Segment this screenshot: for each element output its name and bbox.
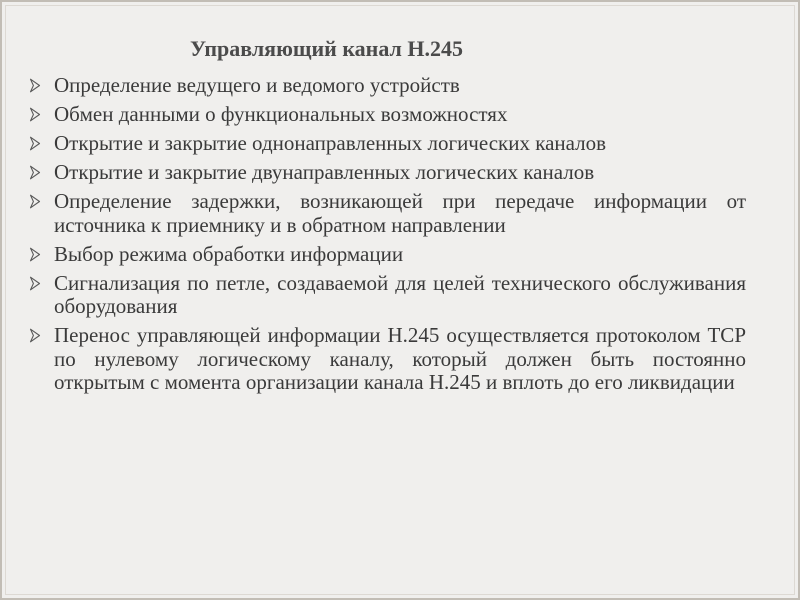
hollow-chevron-bullet-icon bbox=[29, 136, 41, 151]
hollow-chevron-bullet-icon bbox=[29, 276, 41, 291]
slide-title: Управляющий канал Н.245 bbox=[190, 36, 463, 61]
list-item-text: Определение ведущего и ведомого устройств bbox=[54, 73, 460, 97]
list-item-text: Обмен данными о функциональных возможностях bbox=[54, 102, 508, 126]
hollow-chevron-bullet-icon bbox=[29, 107, 41, 122]
list-item bbox=[28, 190, 746, 237]
list-item bbox=[28, 132, 746, 156]
hollow-chevron-bullet-icon bbox=[29, 328, 41, 343]
list-item bbox=[28, 103, 746, 127]
list-item-text: Открытие и закрытие однонаправленных логических каналов bbox=[54, 131, 607, 155]
list-item bbox=[28, 74, 746, 98]
list-item bbox=[28, 324, 746, 395]
bullet-list bbox=[28, 74, 746, 400]
list-item-text: Сигнализация по петле, создаваемой для целей технического обслуживания оборудования bbox=[54, 270, 746, 318]
list-item bbox=[28, 161, 746, 185]
list-item-text: Выбор режима обработки информации bbox=[54, 241, 404, 266]
list-item-text: Определение задержки, возникающей при передаче информации от источника к приемнику и в обратном направлении bbox=[54, 189, 746, 237]
hollow-chevron-bullet-icon bbox=[29, 165, 41, 180]
list-item bbox=[28, 272, 746, 319]
list-item-text: Открытие и закрытие двунаправленных логических каналов bbox=[54, 160, 595, 184]
hollow-chevron-bullet-icon bbox=[29, 194, 41, 209]
hollow-chevron-bullet-icon bbox=[29, 247, 41, 262]
hollow-chevron-bullet-icon bbox=[29, 78, 41, 93]
list-item-text: Перенос управляющей информации Н.245 осуществляется протоколом ТСР по нулевому логическому каналу, который должен быть постоянно открытым с момента организации канала Н.245 и вплоть до его ликвидации bbox=[54, 323, 746, 394]
list-item bbox=[28, 243, 746, 267]
